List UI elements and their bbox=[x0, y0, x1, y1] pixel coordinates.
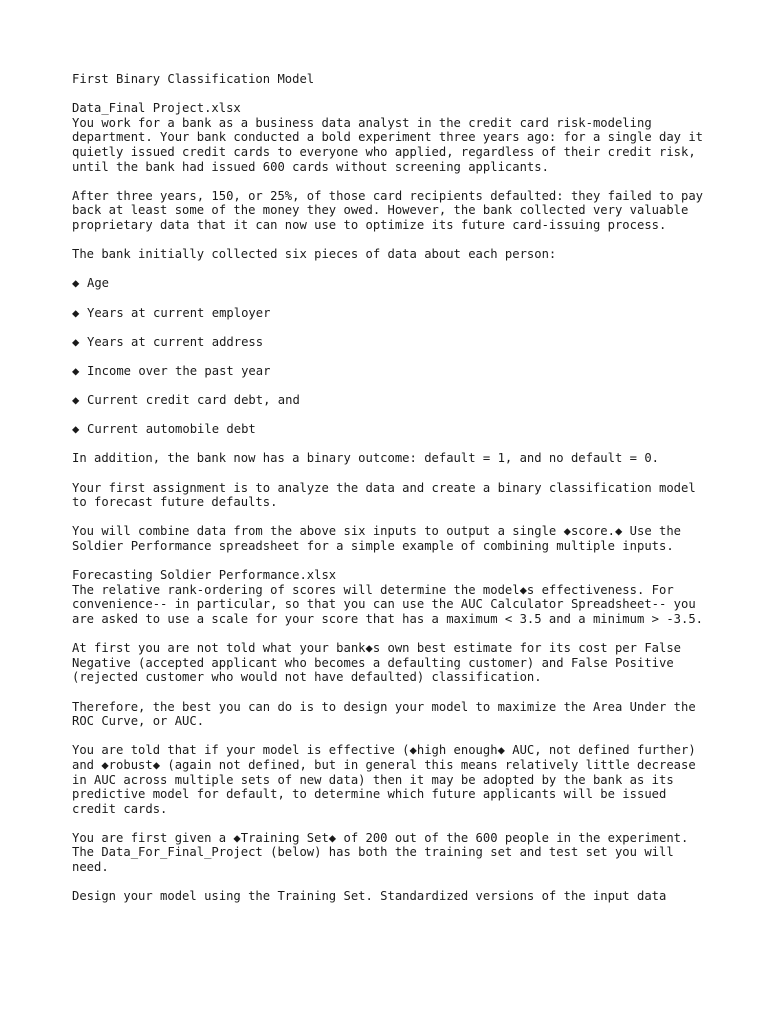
list-item bbox=[72, 335, 712, 350]
list-item-text: Income over the past year bbox=[87, 363, 271, 378]
list-item-text: Current credit card debt, and bbox=[87, 393, 300, 408]
diamond-bullet-icon: ◆ bbox=[72, 363, 80, 378]
diamond-bullet-icon: ◆ bbox=[72, 334, 80, 349]
paragraph-cost-estimate: At first you are not told what your bank◆s own best estimate for its cost per False Negative (accepted applicant who becomes a defaulting customer) and False Positive (rejected customer who would not have defaulted) classification. bbox=[72, 641, 689, 685]
paragraph-first-assignment: Your first assignment is to analyze the data and create a binary classification model to forecast future defaults. bbox=[72, 480, 704, 510]
document-page bbox=[72, 72, 712, 918]
list-item bbox=[72, 276, 712, 291]
diamond-bullet-icon: ◆ bbox=[72, 422, 80, 437]
diamond-bullet-icon: ◆ bbox=[72, 393, 80, 408]
diamond-bullet-icon: ◆ bbox=[72, 305, 80, 320]
attachment-filename-soldier: Forecasting Soldier Performance.xlsx bbox=[72, 568, 337, 583]
list-item bbox=[72, 393, 712, 408]
paragraph-rank-ordering: The relative rank-ordering of scores will determine the model◆s effectiveness. For convenience-- in particular, so that you can use the AUC Calculator Spreadsheet-- you are asked to use a scale for your score that has a maximum < 3.5 and a minimum > -3.5. bbox=[72, 582, 704, 626]
list-item bbox=[72, 306, 712, 321]
list-item bbox=[72, 422, 712, 437]
paragraph-robust-model: You are told that if your model is effective (◆high enough◆ AUC, not defined further) and ◆robust◆ (again not defined, but in general this means relatively little decrease in AUC across multiple sets of new data) then it may be adopted by the bank as its predictive model for default, to determine which future applicants will be issued credit cards. bbox=[72, 743, 704, 816]
list-item-text: Years at current address bbox=[87, 334, 264, 349]
attachment-filename-data: Data_Final Project.xlsx bbox=[72, 101, 241, 116]
bullet-list bbox=[72, 276, 712, 437]
paragraph-training-set: You are first given a ◆Training Set◆ of 200 out of the 600 people in the experiment. The Data_For_Final_Project (below) has both the training set and test set you will need. bbox=[72, 830, 696, 875]
paragraph-combine-inputs: You will combine data from the above six inputs to output a single ◆score.◆ Use the Soldier Performance spreadsheet for a simple example of combining multiple inputs. bbox=[72, 524, 689, 553]
document-title: First Binary Classification Model bbox=[72, 72, 315, 86]
list-item-text: Age bbox=[87, 276, 110, 291]
diamond-bullet-icon: ◆ bbox=[72, 276, 80, 291]
list-item-text: Years at current employer bbox=[87, 305, 271, 320]
paragraph-binary-outcome: In addition, the bank now has a binary outcome: default = 1, and no default = 0. bbox=[72, 451, 659, 466]
paragraph-design-model: Design your model using the Training Set. Standardized versions of the input data bbox=[72, 889, 667, 904]
paragraph-intro: You work for a bank as a business data analyst in the credit card risk-modeling department. Your bank conducted a bold experiment three years ago: for a single day it quietly issued credit cards to everyone who applied, regardless of their credit risk, until the bank had issued 600 cards without screening applicants. bbox=[72, 115, 711, 174]
paragraph-defaults: After three years, 150, or 25%, of those card recipients defaulted: they failed to pay back at least some of the money they owed. However, the bank collected very valuable proprietary data that it can now use to optimize its future card-issuing process. bbox=[72, 188, 711, 232]
paragraph-data-collected: The bank initially collected six pieces of data about each person: bbox=[72, 247, 557, 262]
list-item-text: Current automobile debt bbox=[87, 422, 256, 437]
paragraph-maximize-auc: Therefore, the best you can do is to design your model to maximize the Area Under the ROC Curve, or AUC. bbox=[72, 699, 704, 729]
list-item bbox=[72, 364, 712, 379]
